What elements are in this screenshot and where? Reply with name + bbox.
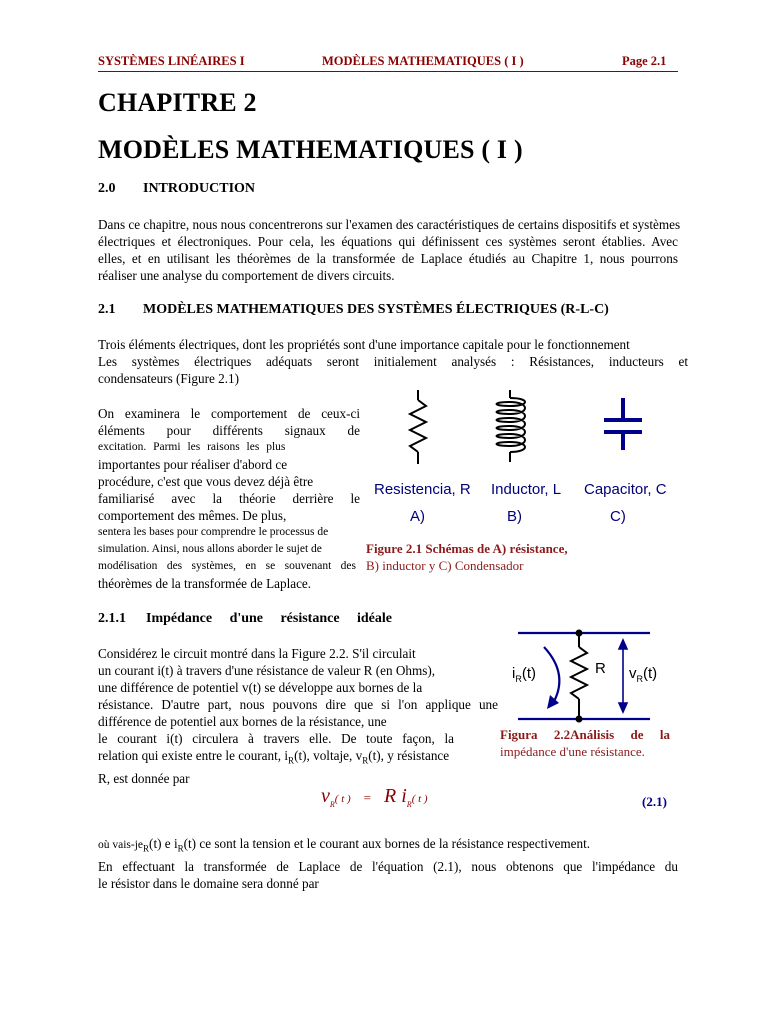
rlc-intro-paragraph [98, 336, 688, 387]
rlc-line: condensateurs (Figure 2.1) [98, 371, 239, 386]
header-left: SYSTÈMES LINÉAIRES I [98, 54, 245, 68]
label-c: C) [610, 508, 626, 525]
impedance-relation-line: relation qui existe entre le courant, $i_R(t)$, voltaje, $v_R(t)$, y résistance [98, 748, 450, 766]
title-word: résistance [280, 611, 340, 626]
title-word: idéale [357, 611, 392, 626]
rlc-line: Les systèmes électriques adéquats seront initialement analysés : Résistances, inducteurs et [98, 354, 688, 369]
intro-line: elles, et en utilisant les théorèmes de la transformée de Laplace étudiés au Chapitre 1, nous pourrons [98, 251, 678, 266]
inductor-symbol [497, 390, 526, 462]
closing-line: où vais-$je_R(t)$ e $i_R(t)$ ce sont la tension et le courant aux bornes de la résistance respectivement. [98, 836, 591, 854]
impedance-line: différence de potentiel aux bornes de la résistance, une [98, 714, 387, 729]
rlc-left-line: modélisation des systèmes, en se souvenant des [98, 560, 356, 572]
intro-line: électriques et électroniques. Pour cela, les équations qui définissent ces systèmes seront établies. Avec [98, 234, 678, 249]
resistor-symbol [410, 390, 426, 464]
intro-line: réaliser une analyse du comportement de divers circuits. [98, 268, 395, 283]
chapter-label: CHAPITRE 2 [98, 88, 257, 117]
impedance-line: un courant i(t) à travers d'une résistance de valeur R (en Ohms), [98, 663, 436, 678]
header-center: MODÈLES MATHEMATIQUES ( I ) [322, 54, 524, 68]
impedance-line: R, est donnée par [98, 770, 190, 786]
closing-line: En effectuant la transformée de Laplace de l'équation (2.1), nous obtenons que l'impédance du [98, 858, 678, 874]
closing-paragraph [98, 835, 678, 892]
rlc-line: Trois éléments électriques, dont les propriétés sont d'une importance capitale pour le fonctionnement [98, 337, 630, 352]
impedance-line: le courant i(t) circulera à travers elle. De toute façon, la [98, 731, 454, 746]
capacitor-label: Capacitor, C [584, 481, 667, 498]
impedance-line: résistance. D'autre part, nous pouvons dire que si l'on applique une [98, 697, 498, 712]
figure-2-1-caption: Figure 2.1 Schémas de A) résistance, [366, 541, 568, 556]
rlc-left-line: On examinera le comportement de ceux-ci [98, 406, 360, 421]
section-2-1-title: MODÈLES MATHEMATIQUES DES SYSTÈMES ÉLECTRIQUES (R-L-C) [143, 302, 609, 317]
header-rule [98, 71, 678, 72]
section-2-1-1-number: 2.1.1 [98, 611, 126, 626]
voltage-label: $v_R(t)$ [629, 665, 658, 684]
rlc-left-line: procédure, c'est que vous devez déjà être [98, 474, 314, 489]
figure-2-1-symbols [380, 388, 680, 468]
eq-v: v [321, 785, 330, 807]
impedance-paragraph [98, 645, 498, 787]
rlc-left-line: théorèmes de la transformée de Laplace. [98, 576, 312, 591]
section-2-1-number: 2.1 [98, 302, 116, 317]
intro-paragraph [98, 216, 681, 284]
section-2-0-number: 2.0 [98, 181, 116, 196]
eq-equals: = [363, 790, 372, 805]
eq-r: R [384, 785, 397, 807]
rlc-left-line: importantes pour réaliser d'abord ce [98, 457, 288, 472]
eq-i: i [401, 785, 407, 807]
resistor-r-label: R [595, 660, 606, 677]
label-a: A) [410, 508, 425, 525]
chapter-title: MODÈLES MATHEMATIQUES ( I ) [98, 135, 523, 164]
title-word: Impédance [146, 611, 213, 626]
impedance-line: Considérez le circuit montré dans la Figure 2.2. S'il circulait [98, 646, 416, 661]
figure-2-2-caption: Figura 2.2Análisis de la [500, 727, 670, 742]
figure-2-1-caption-cont: B) inductor y C) Condensador [366, 558, 524, 573]
rlc-left-line: simulation. Ainsi, nous allons aborder le sujet de [98, 543, 322, 555]
equation-2-1: $v_R$( t ) = R $i_R$( t ) [321, 785, 428, 809]
section-2-1-1-title [146, 611, 392, 627]
inductor-label: Inductor, L [491, 481, 562, 498]
title-word: d'une [229, 611, 264, 626]
header-page-number: Page 2.1 [622, 54, 667, 68]
rlc-left-line: comportement des mêmes. De plus, [98, 508, 287, 523]
label-b: B) [507, 508, 522, 525]
section-2-0-title: INTRODUCTION [143, 181, 256, 196]
rlc-left-paragraph [98, 405, 360, 592]
resistor-label: Resistencia, R [374, 481, 471, 498]
rlc-left-line: sentera les bases pour comprendre le processus de [98, 526, 329, 538]
intro-line: Dans ce chapitre, nous nous concentrerons sur l'examen des caractéristiques de certains dispositifs et systèmes [98, 217, 681, 232]
impedance-line: une différence de potentiel v(t) se développe aux bornes de la [98, 680, 423, 695]
capacitor-symbol [604, 398, 642, 450]
closing-line: le résistor dans le domaine sera donné par [98, 875, 319, 891]
rlc-left-line: excitation. Parmi les raisons les plus [98, 441, 286, 453]
current-label: $i_R(t)$ [512, 665, 537, 684]
equation-number: (2.1) [642, 794, 667, 809]
rlc-left-line: familiarisé avec la théorie derrière le [98, 491, 360, 506]
figure-2-2-caption-cont: impédance d'une résistance. [500, 744, 645, 759]
rlc-left-line: éléments pour différents signaux de [98, 423, 360, 438]
